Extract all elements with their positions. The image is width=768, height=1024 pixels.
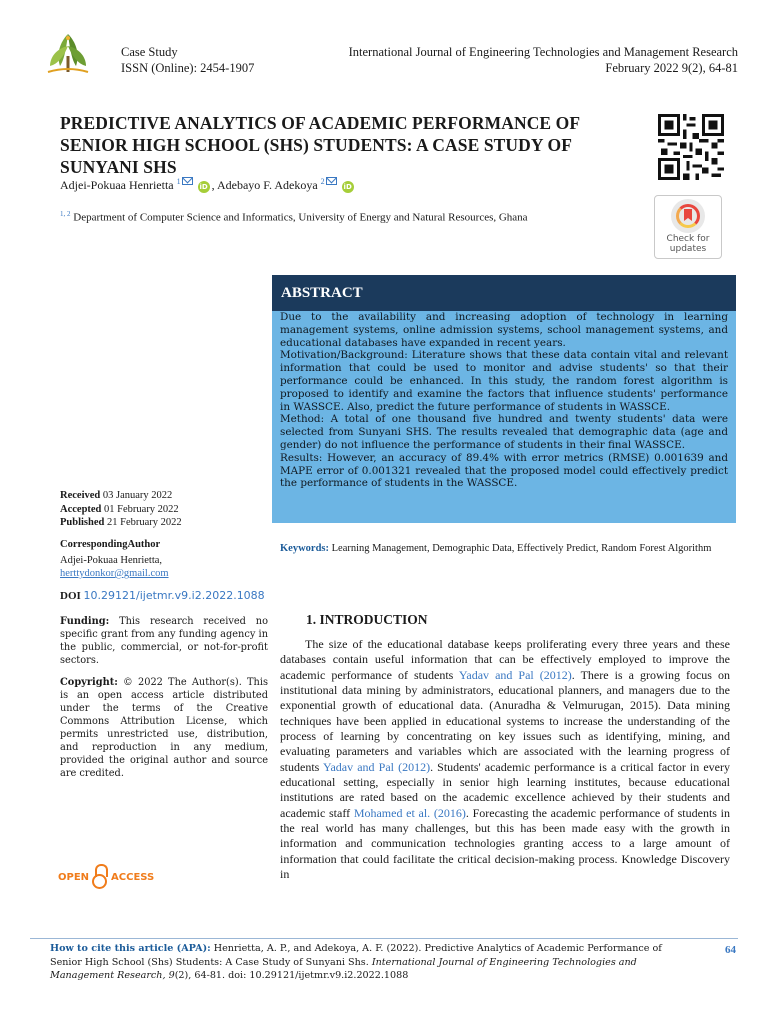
affiliation bbox=[60, 210, 528, 224]
copyright-label: Copyright: bbox=[60, 677, 118, 688]
published-date: 21 February 2022 bbox=[106, 517, 182, 528]
open-access-right: ACCESS bbox=[111, 871, 155, 883]
issue-info: February 2022 9(2), 64-81 bbox=[605, 61, 738, 75]
author-name: Adjei-Pokuaa Henrietta bbox=[60, 178, 174, 192]
check-for-updates-label: Check for updates bbox=[666, 234, 710, 254]
open-access-left: OPEN bbox=[58, 871, 90, 883]
affiliation-text: Department of Computer Science and Informatics, University of Energy and Natural Resources, Ghana bbox=[73, 211, 528, 224]
corresponding-title: CorrespondingAuthor bbox=[60, 539, 161, 550]
how-to-cite bbox=[50, 942, 690, 983]
qr-code-icon[interactable] bbox=[658, 114, 724, 180]
email-icon[interactable] bbox=[182, 177, 193, 185]
abstract-paragraph: Method: A total of one thousand five hundred and twenty students' data were selected from Sunyani SHS. The results revealed that demographic data (age and gender) do not influence the performance of students in their final WASSCE. bbox=[280, 413, 728, 451]
copyright-statement bbox=[60, 676, 268, 780]
open-lock-icon bbox=[91, 864, 109, 890]
abstract-body bbox=[272, 311, 736, 523]
orcid-icon[interactable]: iD bbox=[343, 183, 352, 191]
author-list: Adjei-Pokuaa Henrietta $^1$ iD , Adebayo F. Adekoya $^2$ iD bbox=[60, 177, 352, 192]
header-left bbox=[121, 44, 254, 76]
open-access-badge bbox=[58, 864, 154, 890]
cite-tail: (2), 64-81. doi: 10.29121/ijetmr.v9.i2.2022.1088 bbox=[174, 970, 409, 981]
cite-label: How to cite this article (APA): bbox=[50, 943, 211, 954]
abstract-paragraph: Due to the availability and increasing adoption of technology in learning management systems, online admission systems, school management systems, and educational databases have expanded in recent years. bbox=[280, 311, 728, 349]
accepted-date: 01 February 2022 bbox=[104, 503, 179, 515]
article-title: PREDICTIVE ANALYTICS OF ACADEMIC PERFORMANCE OF SENIOR HIGH SCHOOL (SHS) STUDENTS: A CASE STUDY OF SUNYANI SHS bbox=[60, 113, 580, 177]
author-sup: 2 bbox=[320, 177, 325, 186]
doi-label: DOI bbox=[60, 590, 81, 602]
orcid-icon[interactable]: iD bbox=[199, 183, 208, 191]
keywords-label: Keywords: bbox=[280, 543, 329, 554]
journal-name: International Journal of Engineering Technologies and Management Research bbox=[348, 45, 738, 59]
page-number: 64 bbox=[725, 944, 736, 956]
doi-link[interactable]: 10.29121/ijetmr.v9.i2.2022.1088 bbox=[83, 589, 265, 602]
author-name: Adebayo F. Adekoya bbox=[216, 178, 318, 192]
funding-text: This research received no specific grant from any funding agency in the public, commercial, or not-for-profit sectors. bbox=[60, 616, 269, 666]
funding-statement bbox=[60, 615, 268, 667]
journal-logo bbox=[38, 26, 98, 82]
introduction-body: The size of the educational database keeps proliferating every three years and these databases contain useful information that can be effectively employed to improve the academic performance of students Yadav and Pal (2012). There is a growing focus on institutional data mining by administrators, educational planners, and managers due to the exponential growth of educational data. (Anuradha & Velmurugan, 2015). Data mining techniques have been applied in educational systems to increase the understanding of the process of learning by concentrating on key issues such as identifying, mining, and evaluating parameters and variables which are associated with the learning progress of students Yadav and Pal (2012). Students' academic performance is a critical factor in every educational setting, especially in senior high learning institutes, because educational institutions are rated based on the academic excellence achieved by their students and academic staff Mohamed et al. (2016). Forecasting the academic performance of students in the real world has many challenges, but this has been made easy with the growth in information and communication technologies granting access to a large amount of information that could facilitate the critical decision-making process. Knowledge Discovery in bbox=[280, 637, 731, 882]
copyright-text: © 2022 The Author(s). This is an open access article distributed under the terms of the Creative Commons Attribution License, which permits unrestricted use, distribution, and reproduction in any medium, provided the original author and source are credited. bbox=[60, 677, 268, 779]
citation-link[interactable]: Mohamed et al. (2016) bbox=[353, 805, 466, 820]
issn: ISSN (Online): 2454-1907 bbox=[121, 61, 255, 75]
cite-text: Henrietta, A. P., and Adekoya, A. F. (2022). Predictive Analytics of Academic Performance of Senior High School (Shs) Students: A Case Study of Sunyani Shs. bbox=[50, 943, 662, 968]
funding-label: Funding: bbox=[60, 616, 110, 627]
abstract-paragraph: Results: However, an accuracy of 89.4% with error metrics (RMSE) 0.001639 and MAPE error of 0.001321 revealed that the proposed model could effectively predict the performance of students in the WASSCE. bbox=[280, 451, 728, 490]
doi bbox=[60, 589, 270, 602]
cite-journal: International Journal of Engineering Technologies and Management Research, 9 bbox=[50, 956, 637, 981]
keywords-text: Learning Management, Demographic Data, Effectively Predict, Random Forest Algorithm bbox=[331, 543, 712, 554]
check-for-updates-button[interactable] bbox=[654, 195, 722, 259]
corresponding-name: Adjei-Pokuaa Henrietta, bbox=[60, 555, 163, 566]
header-right bbox=[349, 44, 738, 76]
footer-divider bbox=[30, 938, 738, 939]
author-sup: 1 bbox=[176, 177, 181, 186]
article-type: Case Study bbox=[121, 45, 178, 59]
affiliation-sup: 1, 2 bbox=[60, 210, 71, 218]
corresponding-author bbox=[60, 538, 270, 580]
abstract-heading: ABSTRACT bbox=[272, 275, 736, 311]
email-icon[interactable] bbox=[326, 177, 337, 185]
article-dates: Received 03 January 2022 Accepted 01 February 2022 Published 21 February 2022 bbox=[60, 490, 182, 528]
crossmark-icon bbox=[671, 199, 705, 233]
corresponding-email-link[interactable]: herttydonkor@gmail.com bbox=[60, 568, 169, 579]
citation-link[interactable]: Yadav and Pal (2012) bbox=[458, 667, 572, 682]
received-date: 03 January 2022 bbox=[102, 490, 173, 501]
section-heading: 1. INTRODUCTION bbox=[306, 612, 428, 627]
citation-link[interactable]: Yadav and Pal (2012) bbox=[323, 759, 431, 774]
abstract-paragraph: Motivation/Background: Literature shows that these data contain vital and relevant information that could be used to monitor and advise students' so that their performance could be enhanced. In this study, the random forest algorithm is proposed to identify and examine the factors that influence students' performance in WASSCE. Also, predict the future performance of students in WASSCE. bbox=[280, 349, 728, 413]
keywords bbox=[280, 542, 725, 556]
